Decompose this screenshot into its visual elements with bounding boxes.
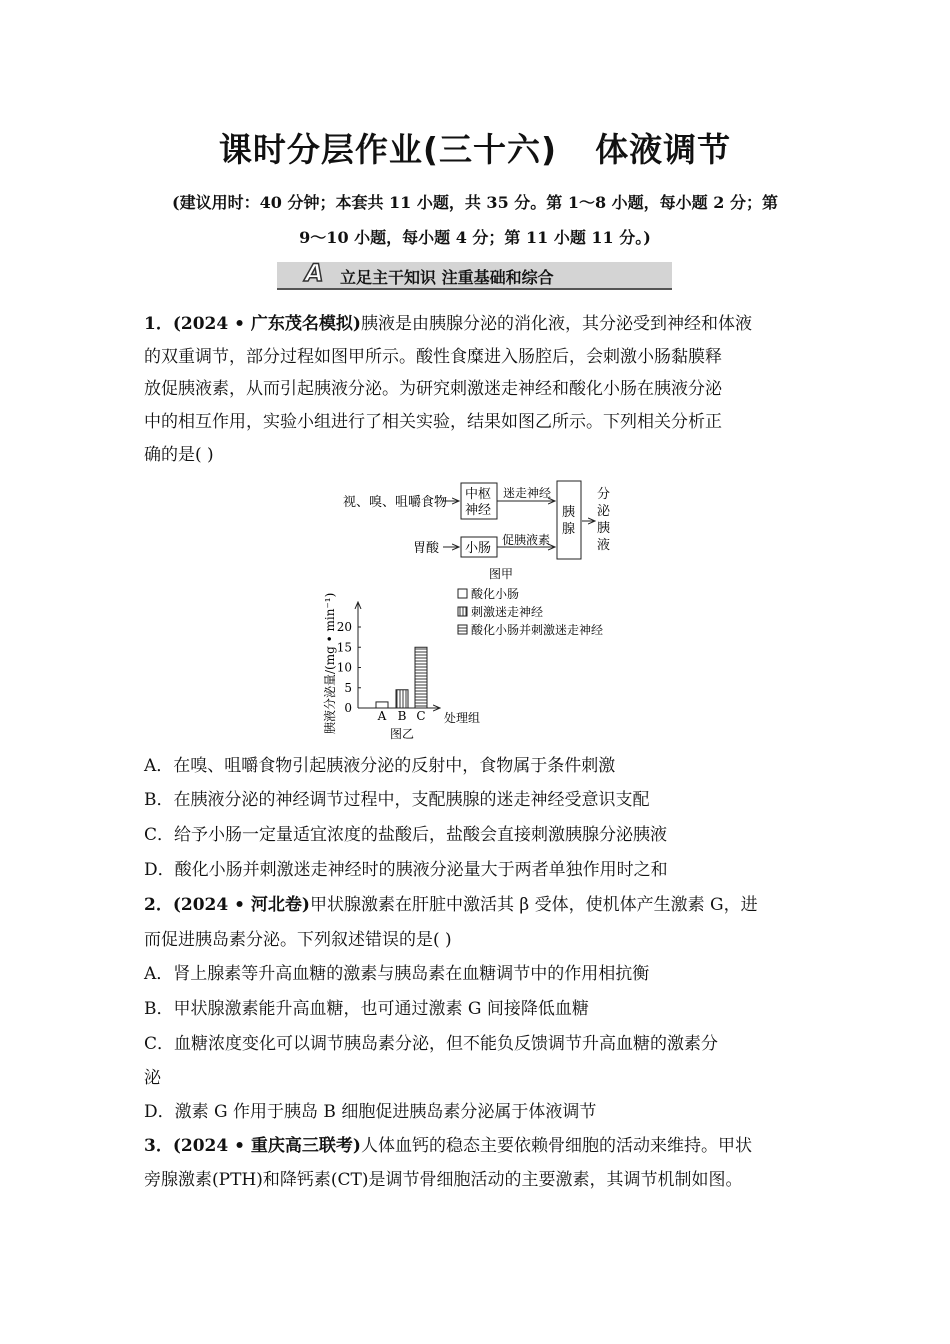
q1-line-3: 放促胰液素，从而引起胰液分泌。为研究刺激迷走神经和酸化小肠在胰液分泌	[144, 379, 722, 399]
x-tick-label: C	[416, 709, 426, 723]
svg-text:泌: 泌	[597, 504, 611, 519]
legend-item: 酸化小肠并刺激迷走神经	[471, 623, 604, 637]
pancreas-box	[557, 481, 581, 559]
y-axis-label: 胰液分泌量/(mg • min⁻¹)	[323, 592, 337, 734]
chart-yi	[322, 587, 603, 741]
legend-swatch	[458, 607, 467, 616]
q3-line-1: 3．(2024 • 重庆高三联考)人体血钙的稳态主要依赖骨细胞的活动来维持。甲状	[144, 1136, 752, 1156]
q1-option-a[interactable]: A．在嗅、咀嚼食物引起胰液分泌的反射中，食物属于条件刺激	[144, 756, 616, 776]
legend-swatch	[458, 589, 467, 598]
x-tick-label: B	[397, 709, 407, 723]
q2-option-b[interactable]: B．甲状腺激素能升高血糖，也可通过激素 G 间接降低血糖	[144, 999, 589, 1019]
svg-text:神经: 神经	[465, 503, 492, 518]
q1-option-c[interactable]: C．给予小肠一定量适宜浓度的盐酸后，盐酸会直接刺激胰腺分泌胰液	[144, 825, 668, 845]
svg-text:液: 液	[597, 538, 611, 553]
diagram-input-acid: 胃酸	[413, 541, 440, 556]
svg-text:胰: 胰	[597, 521, 611, 536]
q1-line-4: 中的相互作用，实验小组进行了相关实验，结果如图乙所示。下列相关分析正	[144, 412, 722, 432]
svg-text:腺: 腺	[562, 522, 576, 537]
legend-item: 酸化小肠	[471, 587, 520, 601]
bar-B	[396, 690, 408, 708]
time-info-line-2: 9～10 小题，每小题 4 分；第 11 小题 11 分。)	[299, 228, 651, 247]
section-banner-text: 立足主干知识 注重基础和综合	[340, 268, 554, 287]
y-tick-label: 20	[336, 620, 352, 634]
figure-yi-caption: 图乙	[390, 727, 415, 741]
time-info-line-1: (建议用时：40 分钟；本套共 11 小题，共 35 分。第 1～8 小题，每小题 2 分；第	[172, 193, 778, 212]
legend-swatch	[458, 625, 467, 634]
svg-text:胰: 胰	[562, 505, 576, 520]
q2-option-a[interactable]: A．肾上腺素等升高血糖的激素与胰岛素在血糖调节中的作用相抗衡	[144, 964, 650, 984]
q1-line-5: 确的是( )	[144, 445, 214, 465]
x-tick-label: A	[377, 709, 387, 723]
y-tick-label: 0	[344, 701, 352, 715]
bar-C	[415, 647, 427, 708]
y-tick-label: 10	[336, 660, 352, 675]
svg-text:中枢: 中枢	[465, 487, 492, 502]
figure-jia-caption: 图甲	[489, 567, 514, 581]
q3-line-2: 旁腺激素(PTH)和降钙素(CT)是调节骨细胞活动的主要激素，其调节机制如图。	[144, 1170, 743, 1190]
q1-line-1: 1．(2024 • 广东茂名模拟)胰液是由胰腺分泌的消化液，其分泌受到神经和体液	[144, 314, 752, 334]
vagus-nerve-label: 迷走神经	[503, 486, 552, 500]
svg-text:分: 分	[597, 487, 611, 502]
page-title: 课时分层作业(三十六) 体液调节	[218, 130, 732, 169]
q2-option-c-cont: 泌	[144, 1068, 161, 1088]
y-tick-label: 5	[344, 680, 352, 695]
x-axis-label: 处理组	[444, 711, 481, 725]
q1-line-2: 的双重调节，部分过程如图甲所示。酸性食糜进入肠腔后，会刺激小肠黏膜释	[144, 347, 722, 367]
q2-option-d[interactable]: D．激素 G 作用于胰岛 B 细胞促进胰岛素分泌属于体液调节	[144, 1102, 597, 1122]
q1-option-d[interactable]: D．酸化小肠并刺激迷走神经时的胰液分泌量大于两者单独作用时之和	[144, 860, 668, 880]
q1-option-b[interactable]: B．在胰液分泌的神经调节过程中，支配胰腺的迷走神经受意识支配	[144, 790, 650, 810]
section-a-badge-icon: A	[305, 259, 324, 287]
secretin-label: 促胰液素	[502, 533, 551, 547]
legend-item: 刺激迷走神经	[471, 605, 544, 619]
y-tick-label: 15	[336, 640, 352, 655]
svg-text:小肠: 小肠	[465, 541, 492, 556]
bar-A	[376, 702, 388, 708]
q2-line-2: 而促进胰岛素分泌。下列叙述错误的是( )	[144, 930, 452, 950]
q2-line-1: 2．(2024 • 河北卷)甲状腺激素在肝脏中激活其 β 受体，使机体产生激素 G，进	[144, 895, 758, 915]
diagram-jia	[343, 481, 611, 581]
diagram-input-food: 视、嗅、咀嚼食物	[343, 495, 448, 510]
q2-option-c[interactable]: C．血糖浓度变化可以调节胰岛素分泌，但不能负反馈调节升高血糖的激素分	[144, 1034, 719, 1054]
